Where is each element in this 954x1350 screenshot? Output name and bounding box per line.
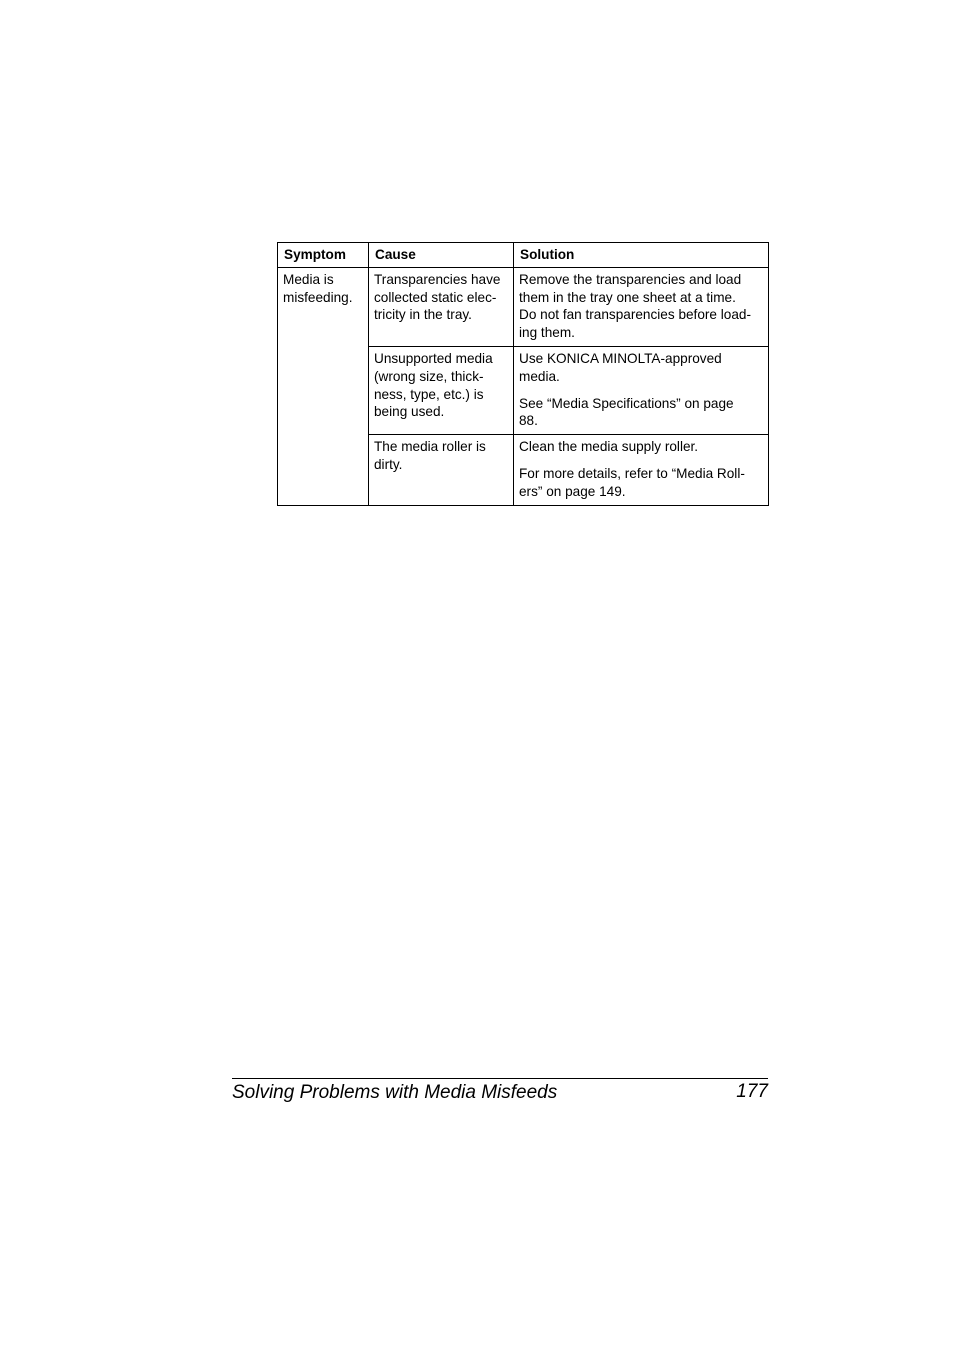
solution-line: media.: [519, 368, 560, 384]
solution-line: Do not fan transparencies before load-: [519, 307, 751, 323]
cause-line: being used.: [374, 404, 445, 420]
solution-line: 88.: [519, 413, 538, 429]
cause-line: dirty.: [374, 456, 403, 472]
cause-cell: [369, 267, 514, 346]
cause-line: (wrong size, thick-: [374, 368, 484, 384]
solution-cell: [514, 267, 769, 346]
header-symptom: Symptom: [278, 243, 369, 268]
symptom-line: Media is: [283, 271, 334, 287]
cause-line: Transparencies have: [374, 271, 501, 287]
misfeed-table: [277, 242, 769, 506]
cause-line: The media roller is: [374, 439, 486, 455]
footer-divider: [232, 1078, 768, 1079]
table-row: [278, 267, 769, 346]
solution-line: ers” on page 149.: [519, 483, 626, 499]
solution-line: them in the tray one sheet at a time.: [519, 289, 736, 305]
solution-paragraph: [519, 271, 764, 342]
cause-line: tricity in the tray.: [374, 307, 472, 323]
media-rollers-reference: For more details, refer to “Media Roll-: [519, 465, 745, 481]
solution-line: ing them.: [519, 325, 575, 341]
footer-section-title: Solving Problems with Media Misfeeds: [232, 1082, 558, 1103]
table-header-row: [278, 243, 769, 268]
cause-line: collected static elec-: [374, 289, 497, 305]
solution-cell: [514, 435, 769, 505]
cause-cell: [369, 346, 514, 434]
solution-paragraph: [519, 395, 764, 431]
solution-paragraph: [519, 465, 764, 501]
header-solution: Solution: [514, 243, 769, 268]
media-specifications-reference: See “Media Specifications” on page: [519, 395, 734, 411]
solution-paragraph: [519, 350, 764, 386]
cause-line: Unsupported media: [374, 350, 493, 366]
symptom-cell: [278, 267, 369, 505]
solution-paragraph: [519, 438, 764, 456]
page-number: 177: [736, 1081, 768, 1102]
solution-line: Use KONICA MINOLTA-approved: [519, 350, 722, 366]
cause-cell: [369, 435, 514, 505]
solution-line: Remove the transparencies and load: [519, 271, 742, 287]
solution-line: Clean the media supply roller.: [519, 439, 699, 455]
symptom-line: misfeeding.: [283, 289, 353, 305]
solution-cell: [514, 346, 769, 434]
header-cause: Cause: [369, 243, 514, 268]
cause-line: ness, type, etc.) is: [374, 386, 484, 402]
